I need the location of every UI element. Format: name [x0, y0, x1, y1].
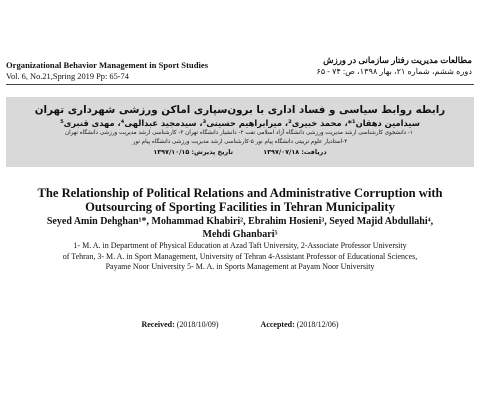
persian-title: رابطه روابط سیاسی و فساد اداری با برون‌سپاری اماکن ورزشی شهرداری تهران: [34, 104, 446, 116]
english-authors-line1: Seyed Amin Dehghan¹*, Mohammad Khabiri², Ebrahim Hosieni³, Seyed Majid Abdullahi⁴,: [46, 216, 434, 227]
persian-dates: [6, 147, 474, 157]
english-affiliation-line1: 1- M. A. in Department of Physical Education at Azad Taft University, 2-Associate Professor University: [73, 241, 407, 250]
journal-header-english: [6, 60, 236, 82]
received-value: (2018/10/09): [174, 320, 219, 329]
english-affiliation-line3: Payame Noor University 5- M. A. in Sports Management at Payam Noor University: [105, 262, 375, 271]
volume-info-persian: دوره ششم، شماره ۲۱، بهار ۱۳۹۸، ص: ۷۴ - ۶۵: [316, 67, 472, 76]
persian-accepted-date: تاریخ پذیرش: ۱۳۹۷/۱۰/۱۵: [153, 148, 234, 156]
persian-affiliation-line2: ۴-استادیار علوم تربیتی دانشگاه پیام نور ۵-کارشناسی ارشد مدیریت ورزشی دانشگاه پیام نور: [132, 139, 348, 145]
english-title-line2: Outsourcing of Sporting Facilities in Tehran Municipality: [85, 200, 395, 214]
persian-received-date: دریافت: ۱۳۹۷/۰۷/۱۸: [263, 148, 327, 156]
journal-name-english: Organizational Behavior Management in Sport Studies: [6, 60, 209, 70]
journal-name-persian: مطالعات مدیریت رفتار سازمانی در ورزش: [323, 55, 472, 65]
journal-header-persian: [242, 55, 472, 77]
received-date: [141, 320, 218, 329]
received-label: Received:: [141, 320, 175, 329]
english-dates: [0, 320, 480, 329]
english-title-line1: The Relationship of Political Relations and Administrative Corruption with: [37, 186, 443, 200]
persian-abstract-box: [6, 97, 474, 167]
persian-authors: سیدامین دهقان¹*، محمد خبیری²، میرابراهیم حسینی³، سیدمجید عبدالهی⁴، مهدی قنبری⁵: [60, 118, 420, 128]
english-affiliation-line2: of Tehran, 3- M. A. in Sport Management, University of Tehran 4-Assistant Professor of Educational Sciences,: [62, 251, 418, 261]
accepted-date: [261, 320, 339, 329]
persian-affiliation-line1: ۱- دانشجوی کارشناسی ارشد مدیریت ورزشی دانشگاه آزاد اسلامی تفت ۲- دانشیار دانشگاه تهران ۳- کارشناسی ارشد مدیریت ورزشی دانشگاه تهران: [65, 130, 413, 136]
header-divider: [6, 84, 474, 85]
english-authors-line2: Mehdi Ghanbari⁵: [202, 228, 278, 240]
english-heading-block: [0, 186, 480, 273]
accepted-value: (2018/12/06): [294, 320, 339, 329]
accepted-label: Accepted:: [260, 320, 295, 329]
volume-info-english: Vol. 6, No.21,Spring 2019 Pp: 65-74: [6, 72, 129, 81]
